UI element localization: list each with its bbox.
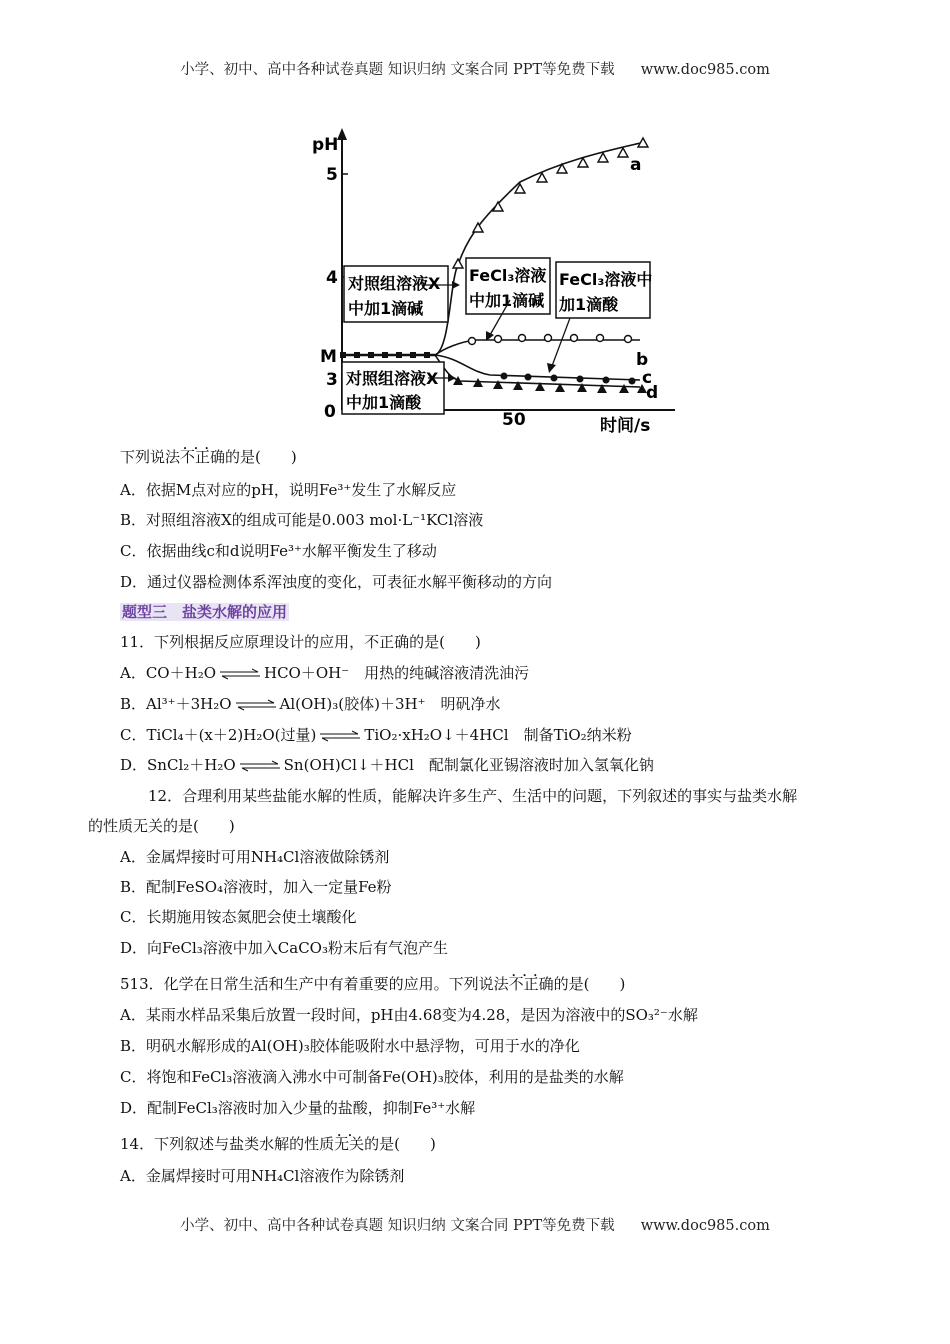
- series-a-markers: [453, 138, 648, 268]
- footer-site: www.doc985.com: [640, 1218, 770, 1234]
- q12-option-c: C．长期施用铵态氮肥会使土壤酸化: [120, 908, 357, 926]
- q12-option-a: A．金属焊接时可用NH₄Cl溶液做除锈剂: [120, 848, 390, 866]
- annotation-box-1-line1: 对照组溶液X: [348, 274, 441, 293]
- q14-stem: [120, 1134, 436, 1154]
- equilibrium-arrow-icon: [238, 760, 282, 772]
- q12-stem-line2: 的性质无关的是( ): [88, 817, 235, 835]
- q11-d-left: D．SnCl₂＋H₂O: [120, 756, 236, 774]
- y-tick-3: 3: [326, 370, 338, 390]
- q11-option-a: [120, 663, 529, 683]
- q12-option-b: B．配制FeSO₄溶液时，加入一定量Fe粉: [120, 878, 392, 896]
- footer-text: 小学、初中、高中各种试卷真题 知识归纳 文案合同 PPT等免费下载: [180, 1218, 615, 1234]
- annotation-box-2-line1: FeCl₃溶液: [469, 266, 547, 285]
- q10-stem: [120, 447, 297, 467]
- series-d-line: [435, 355, 640, 387]
- series-d-label: d: [646, 383, 659, 403]
- q11-option-b: [120, 694, 501, 714]
- section-title: [120, 602, 289, 622]
- q14-option-a: A．金属焊接时可用NH₄Cl溶液作为除锈剂: [120, 1167, 405, 1185]
- q10-stem-post: 的是( ): [225, 448, 297, 466]
- annotation-box-1-line2: 中加1滴碱: [348, 299, 424, 318]
- series-b-line: [435, 340, 640, 355]
- y-tick-0: 0: [324, 402, 336, 422]
- x-tick-50: 50: [502, 410, 526, 430]
- series-c-label: c: [642, 368, 653, 388]
- q11-a-right: HCO＋OH⁻ 用热的纯碱溶液清洗油污: [264, 664, 530, 682]
- y-tick-m: M: [320, 347, 337, 367]
- page-footer: [0, 1214, 950, 1235]
- q11-c-right: TiO₂·xH₂O↓＋4HCl 制备TiO₂纳米粉: [364, 726, 632, 744]
- annotation-box-4-line2: 中加1滴酸: [346, 393, 422, 412]
- q13-emphasis: • • 不正确: [509, 975, 554, 993]
- q13-stem-post: 的是( ): [553, 975, 626, 993]
- q11-b-left: B．Al³⁺＋3H₂O: [120, 695, 232, 713]
- x-axis-label: 时间/s: [600, 416, 651, 436]
- annotation-box-4-line1: 对照组溶液X: [346, 369, 439, 388]
- q11-option-c: [120, 725, 632, 745]
- series-a-label: a: [630, 155, 642, 175]
- q10-option-d: D．通过仪器检测体系浑浊度的变化，可表征水解平衡移动的方向: [120, 573, 553, 591]
- equilibrium-arrow-icon: [218, 668, 262, 680]
- y-tick-4: 4: [326, 268, 338, 288]
- q10-option-a: A．依据M点对应的pH，说明Fe³⁺发生了水解反应: [120, 481, 457, 499]
- section-title-text: 题型三 盐类水解的应用: [122, 603, 288, 621]
- q14-stem-pre: 14．下列叙述与盐类水解的性质: [120, 1135, 335, 1153]
- annotation-box-3-line1: FeCl₃溶液中: [559, 270, 653, 289]
- equilibrium-arrow-icon: [318, 730, 362, 742]
- q10-option-b: B．对照组溶液X的组成可能是0.003 mol·L⁻¹KCl溶液: [120, 511, 484, 529]
- header-site: www.doc985.com: [640, 62, 770, 78]
- y-axis-arrow: [337, 128, 347, 140]
- q11-option-d: [120, 755, 654, 775]
- q13-stem: [120, 974, 625, 994]
- q12-option-d: D．向FeCl₃溶液中加入CaCO₃粉末后有气泡产生: [120, 939, 448, 957]
- q12-stem-line1: 12．合理利用某些盐能水解的性质，能解决许多生产、生活中的问题，下列叙述的事实与盐类水解: [148, 787, 798, 805]
- q11-b-right: Al(OH)₃(胶体)＋3H⁺ 明矾净水: [279, 695, 501, 713]
- q10-emphasis: • • 不正确: [180, 448, 225, 466]
- series-a-line: [435, 142, 645, 355]
- q13-option-b: B．明矾水解形成的Al(OH)₃胶体能吸附水中悬浮物，可用于水的净化: [120, 1037, 580, 1055]
- q11-a-left: A．CO＋H₂O: [120, 664, 216, 682]
- annotation-box-2-line2: 中加1滴碱: [469, 291, 545, 310]
- q11-d-right: Sn(OH)Cl↓＋HCl 配制氯化亚锡溶液时加入氢氧化钠: [283, 756, 654, 774]
- page-header: [0, 58, 950, 79]
- q13-stem-pre: 513．化学在日常生活和生产中有着重要的应用。下列说法: [120, 975, 509, 993]
- equilibrium-arrow-icon: [234, 699, 278, 711]
- annotation-box-3-line2: 加1滴酸: [559, 295, 619, 314]
- q13-option-c: C．将饱和FeCl₃溶液滴入沸水中可制备Fe(OH)₃胶体，利用的是盐类的水解: [120, 1068, 624, 1086]
- q10-stem-pre: 下列说法: [120, 448, 181, 466]
- q14-stem-post: 的是( ): [364, 1135, 436, 1153]
- q14-emphasis: • • 无关: [334, 1135, 364, 1153]
- series-b-label: b: [636, 350, 649, 370]
- y-tick-5: 5: [326, 165, 338, 185]
- q11-stem: 11．下列根据反应原理设计的应用，不正确的是( ): [120, 633, 481, 651]
- ph-time-chart: [300, 120, 690, 438]
- q13-option-d: D．配制FeCl₃溶液时加入少量的盐酸，抑制Fe³⁺水解: [120, 1099, 476, 1117]
- series-c-line: [435, 355, 640, 380]
- q10-option-c: C．依据曲线c和d说明Fe³⁺水解平衡发生了移动: [120, 542, 437, 560]
- q11-c-left: C．TiCl₄＋(x＋2)H₂O(过量): [120, 726, 317, 744]
- y-axis-label: pH: [312, 135, 339, 155]
- header-text: 小学、初中、高中各种试卷真题 知识归纳 文案合同 PPT等免费下载: [180, 62, 615, 78]
- q13-option-a: A．某雨水样品采集后放置一段时间，pH由4.68变为4.28，是因为溶液中的SO₃²⁻水解: [120, 1006, 698, 1024]
